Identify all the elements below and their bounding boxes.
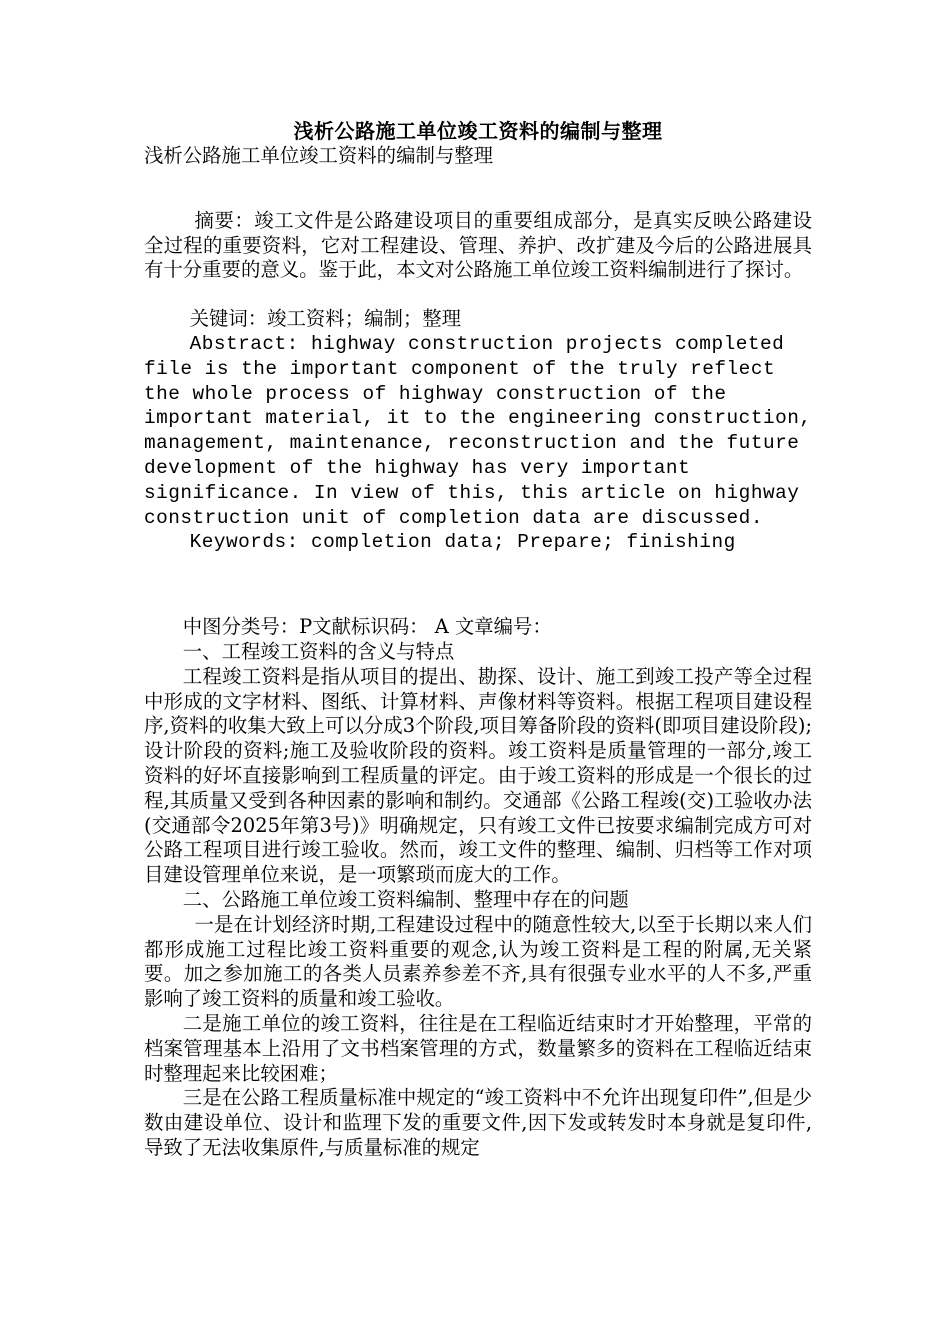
abstract-en: Abstract: highway construction projects completed file is the important component of the truly reflect the whole process of highway construction of the important material, it to the engineering construction, management, maintenance, reconstruction and the future development of the highway has very important significance. In view of this, this article on highway construction unit of completion data are discussed.: [144, 332, 812, 529]
section-heading-2: 二、公路施工单位竣工资料编制、整理中存在的问题: [182, 887, 629, 911]
classification-line: 中图分类号：P文献标识码： A 文章编号：: [182, 615, 552, 639]
document-page: [144, 118, 812, 1161]
spacer: [144, 193, 812, 209]
section-heading-1: 一、工程竣工资料的含义与特点: [182, 639, 455, 663]
spacer: [144, 283, 812, 307]
spacer: [144, 169, 812, 193]
section-2-paragraph-2: 二是施工单位的竣工资料，往往是在工程临近结束时才开始整理，平常的档案管理基本上沿用了文书档案管理的方式，数量繁多的资料在工程临近结束时整理起来比较困难；: [144, 1011, 812, 1085]
document-subtitle: 浅析公路施工单位竣工资料的编制与整理: [144, 144, 494, 167]
abstract-cn: 摘要：竣工文件是公路建设项目的重要组成部分，是真实反映公路建设全过程的重要资料，它对工程建设、管理、养护、改扩建及今后的公路进展具有十分重要的意义。鉴于此，本文对公路施工单位竣工资料编制进行了探讨。: [144, 208, 812, 282]
section-2-paragraph-1: 一是在计划经济时期,工程建设过程中的随意性较大,以至于长期以来人们都形成施工过程比竣工资料重要的观念,认为竣工资料是工程的附属,无关紧要。加之参加施工的各类人员素养参差不齐,具有很强专业水平的人不多,严重影响了竣工资料的质量和竣工验收。: [144, 912, 812, 1011]
keywords-en: Keywords: completion data; Prepare; finishing: [189, 531, 736, 554]
section-1-paragraph: 工程竣工资料是指从项目的提出、勘探、设计、施工到竣工投产等全过程中形成的文字材料、图纸、计算材料、声像材料等资料。根据工程项目建设程序,资料的收集大致上可以分成3个阶段,项目筹备阶段的资料(即项目建设阶段);设计阶段的资料;施工及验收阶段的资料。竣工资料是质量管理的一部分,竣工资料的好坏直接影响到工程质量的评定。由于竣工资料的形成是一个很长的过程,其质量又受到各种因素的影响和制约。交通部《公路工程竣(交)工验收办法(交通部令2025年第3号)》明确规定，只有竣工文件已按要求编制完成方可对公路工程项目进行竣工验收。然而，竣工文件的整理、编制、归档等工作对项目建设管理单位来说，是一项繁琐而庞大的工作。: [144, 664, 812, 887]
section-2-paragraph-3: 三是在公路工程质量标准中规定的“竣工资料中不允许出现复印件”,但是少数由建设单位、设计和监理下发的重要文件,因下发或转发时本身就是复印件,导致了无法收集原件,与质量标准的规定: [144, 1086, 812, 1159]
document-title: 浅析公路施工单位竣工资料的编制与整理: [293, 119, 663, 143]
keywords-cn: 关键词：竣工资料；编制；整理: [189, 307, 462, 331]
spacer: [144, 555, 812, 615]
